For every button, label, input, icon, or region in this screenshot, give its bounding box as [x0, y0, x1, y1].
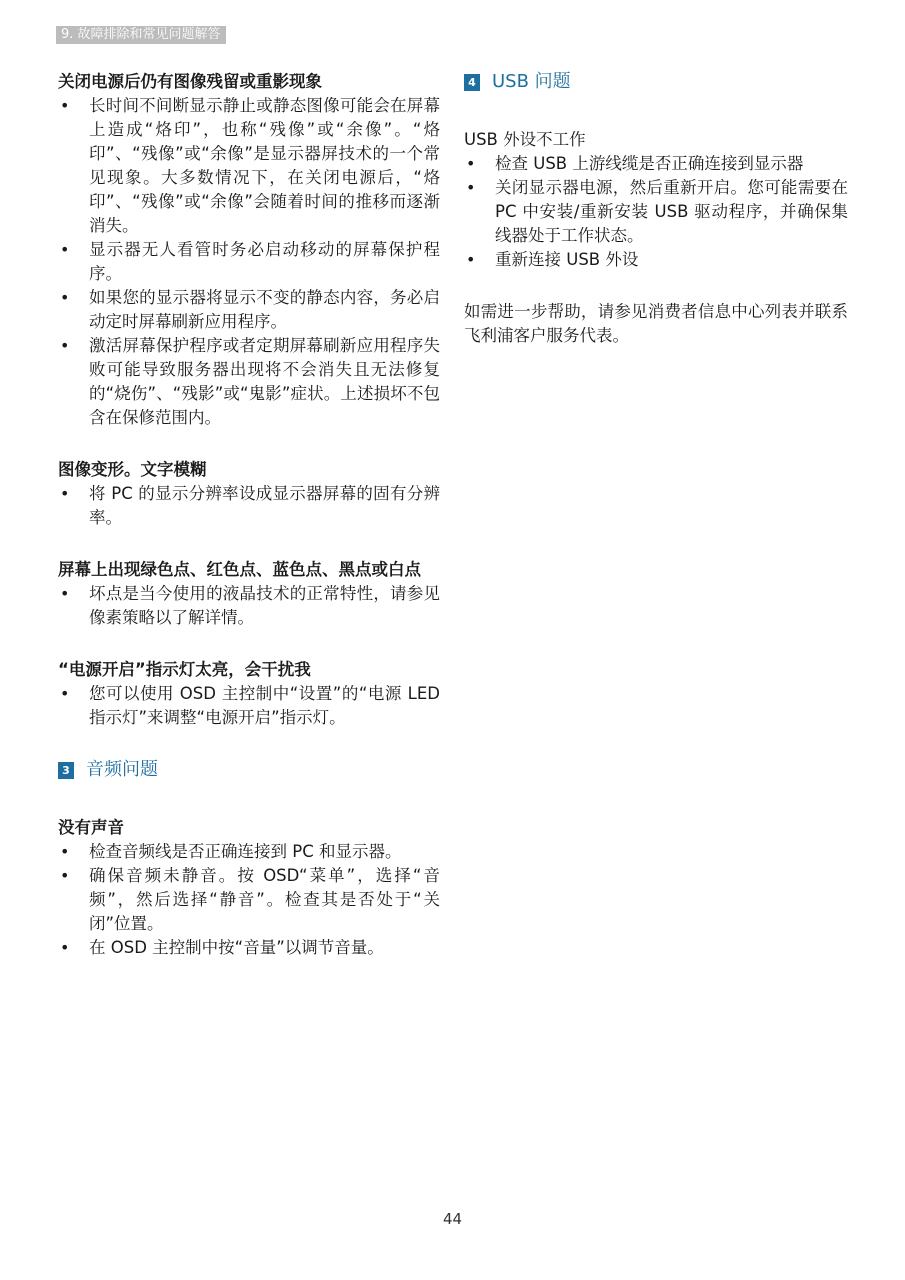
list-item: • 激活屏幕保护程序或者定期屏幕刷新应用程序失败可能导致服务器出现将不会消失且无法修复的“烧伤”、“残影”或“鬼影”症状。上述损坏不包含在保修范围内。: [60, 336, 440, 427]
right-column: [464, 70, 848, 348]
bullet-icon: •: [60, 288, 70, 307]
heading-usb-not-working: USB 外设不工作: [464, 130, 586, 149]
list-item: • 您可以使用 OSD 主控制中“设置”的“电源 LED 指示灯”来调整“电源开启”指示灯。: [60, 684, 440, 727]
list-item: • 长时间不间断显示静止或静态图像可能会在屏幕上造成“烙印”，也称“残像”或“余像”。“烙印”、“残像”或“余像”是显示器屏技术的一个常见现象。大多数情况下，在关闭电源后，“烙印”、“残像”或“余像”会随着时间的推移而逐渐消失。: [60, 96, 440, 235]
list-power-led: [58, 682, 440, 730]
bullet-icon: •: [60, 240, 70, 259]
heading-image-distortion: 图像变形。文字模糊: [58, 460, 207, 479]
list-item: • 在 OSD 主控制中按“音量”以调节音量。: [58, 936, 440, 960]
left-column: [58, 70, 440, 960]
section-label: 音频问题: [86, 759, 158, 780]
bullet-icon: •: [466, 178, 476, 197]
help-paragraph: 如需进一步帮助，请参见消费者信息中心列表并联系飞利浦客户服务代表。: [464, 302, 848, 345]
section-number-badge: 4: [464, 74, 480, 91]
list-no-sound: [58, 840, 440, 960]
bullet-icon: •: [60, 336, 70, 355]
list-item: • 坏点是当今使用的液晶技术的正常特性，请参见像素策略以了解详情。: [60, 584, 440, 627]
bullet-icon: •: [60, 866, 70, 885]
list-item: • 检查音频线是否正确连接到 PC 和显示器。: [58, 840, 440, 864]
bullet-icon: •: [60, 938, 70, 957]
chapter-tag: 9. 故障排除和常见问题解答: [56, 26, 226, 44]
list-item: • 将 PC 的显示分辨率设成显示器屏幕的固有分辨率。: [60, 484, 440, 527]
list-item: • 关闭显示器电源，然后重新开启。您可能需要在 PC 中安装/重新安装 USB 驱动程序，并确保集线器处于工作状态。: [466, 178, 848, 245]
bullet-icon: •: [60, 684, 70, 703]
section-title-usb: [464, 70, 848, 94]
page-number: 44: [442, 1210, 463, 1228]
bullet-icon: •: [466, 250, 476, 269]
list-item: • 重新连接 USB 外设: [464, 248, 848, 272]
list-item: • 检查 USB 上游线缆是否正确连接到显示器: [464, 152, 848, 176]
bullet-icon: •: [466, 154, 476, 173]
list-item: • 显示器无人看管时务必启动移动的屏幕保护程序。: [60, 240, 440, 283]
list-dead-pixels: [58, 582, 440, 630]
heading-power-led: “电源开启”指示灯太亮，会干扰我: [58, 660, 311, 679]
bullet-icon: •: [60, 96, 70, 115]
bullet-icon: •: [60, 584, 70, 603]
section-title-audio: [58, 758, 440, 782]
bullet-icon: •: [60, 484, 70, 503]
heading-dead-pixels: 屏幕上出现绿色点、红色点、蓝色点、黑点或白点: [58, 560, 421, 579]
bullet-icon: •: [60, 842, 70, 861]
section-number-badge: 3: [58, 762, 74, 779]
section-label: USB 问题: [492, 71, 571, 92]
heading-image-retention: 关闭电源后仍有图像残留或重影现象: [58, 72, 322, 91]
heading-no-sound: 没有声音: [58, 818, 124, 837]
list-usb: [464, 152, 848, 272]
list-item: • 确保音频未静音。按 OSD“菜单”，选择“音频”，然后选择“静音”。检查其是否处于“关闭”位置。: [60, 866, 440, 933]
list-image-distortion: [58, 482, 440, 530]
list-item: • 如果您的显示器将显示不变的静态内容，务必启动定时屏幕刷新应用程序。: [60, 288, 440, 331]
list-image-retention: [58, 94, 440, 430]
